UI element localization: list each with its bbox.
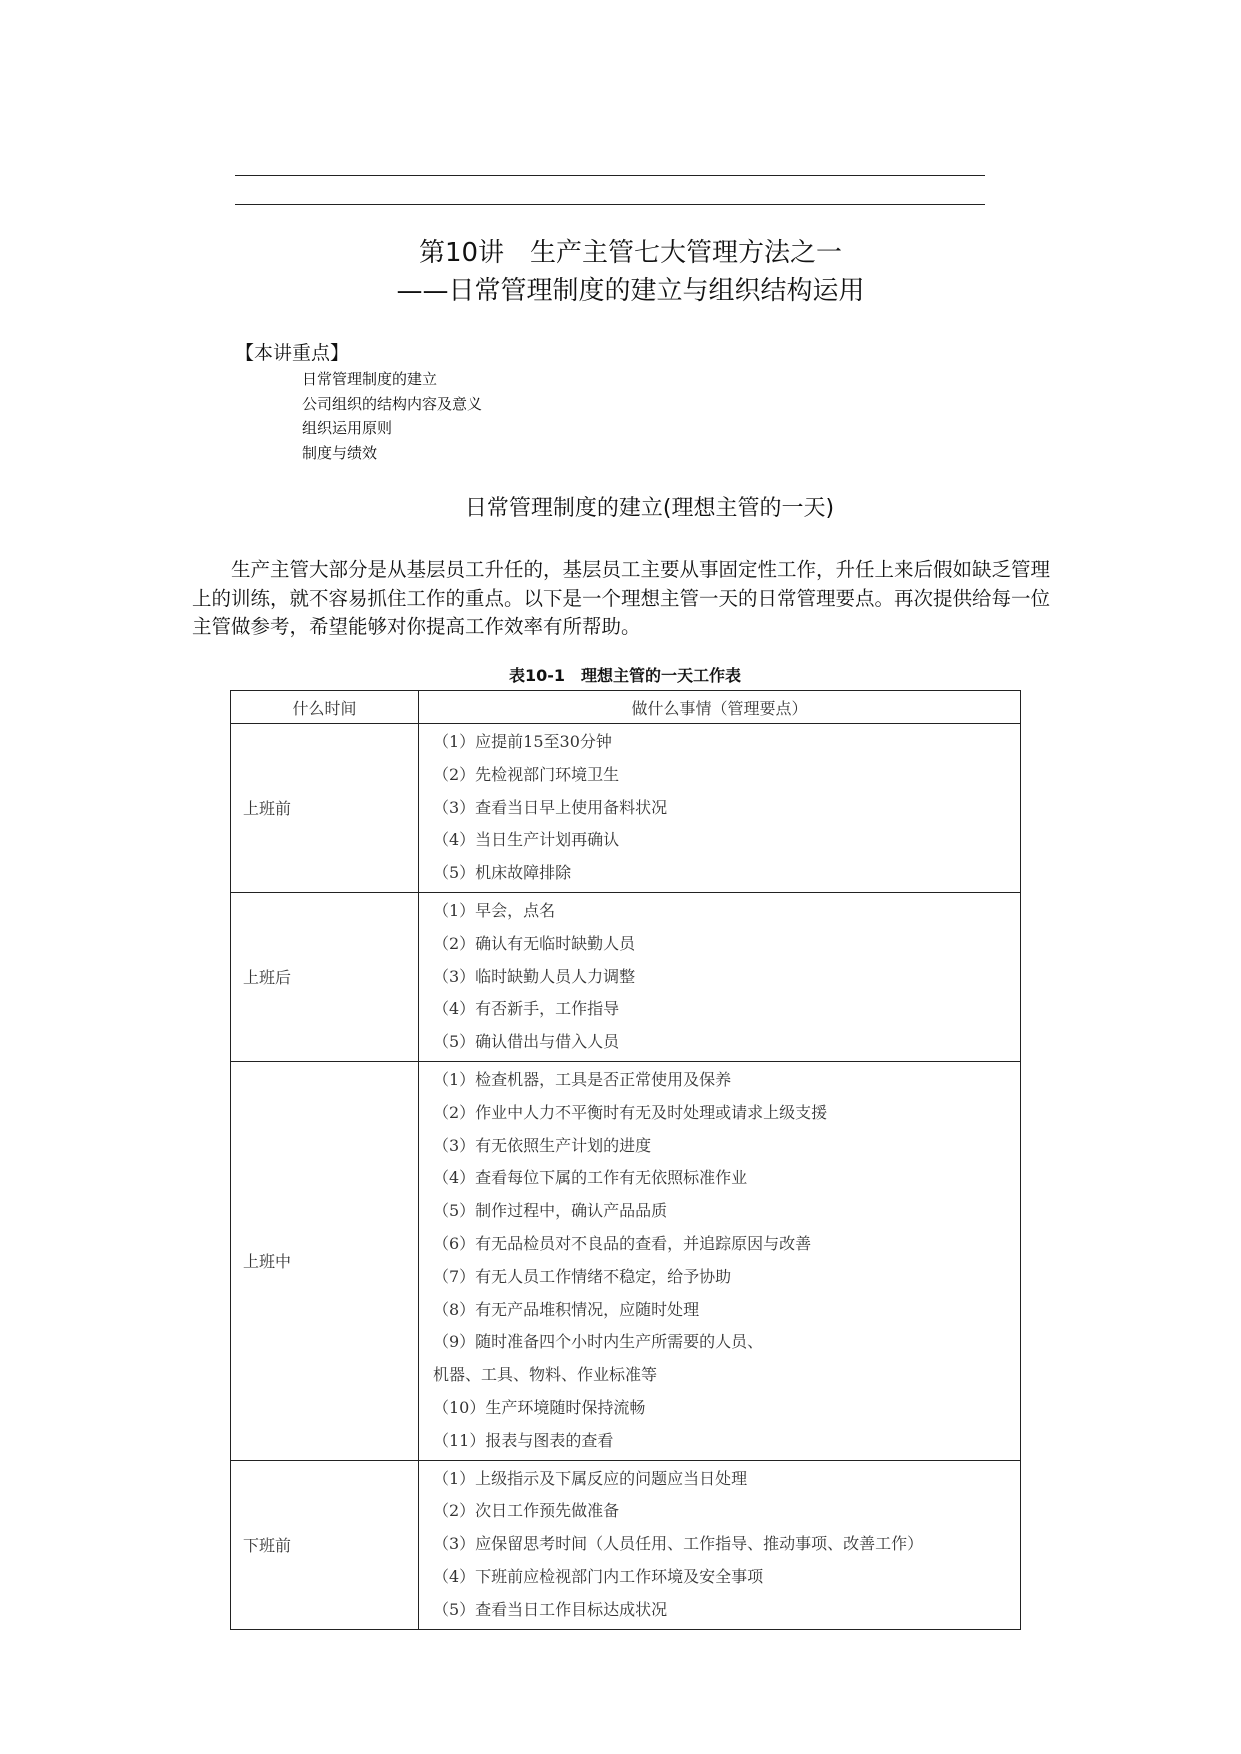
task-item: （7）有无人员工作情绪不稳定，给予协助 [433, 1266, 732, 1286]
table-caption: 表10-1 理想主管的一天工作表 [508, 666, 742, 685]
column-header-time: 什么时间 [231, 691, 419, 724]
task-item: （2）次日工作预先做准备 [433, 1501, 620, 1521]
task-item: （2）先检视部门环境卫生 [433, 764, 620, 784]
intro-paragraph: 生产主管大部分是从基层员工升任的，基层员工主要从事固定性工作，升任上来后假如缺乏管理上的训练，就不容易抓住工作的重点。以下是一个理想主管一天的日常管理要点。再次提供给每一位主管做参考，希望能够对你提高工作效率有所帮助。 [192, 558, 1051, 639]
column-header-tasks: 做什么事情（管理要点） [419, 691, 1021, 724]
task-item: （5）查看当日工作目标达成状况 [433, 1599, 668, 1619]
section-heading: 日常管理制度的建立(理想主管的一天) [464, 496, 835, 521]
task-item: 机器、工具、物料、作业标准等 [433, 1365, 658, 1385]
task-item: （2）确认有无临时缺勤人员 [433, 933, 636, 953]
table-row [231, 1460, 1021, 1629]
time-cell: 上班前 [231, 724, 419, 893]
key-point-item: 制度与绩效 [302, 444, 378, 463]
tasks-cell [419, 724, 1021, 893]
task-item: （10）生产环境随时保持流畅 [433, 1397, 646, 1417]
key-point-item: 公司组织的结构内容及意义 [302, 394, 483, 413]
tasks-cell [419, 1061, 1021, 1460]
key-points-list [302, 367, 482, 466]
task-item: （1）检查机器，工具是否正常使用及保养 [433, 1069, 732, 1089]
task-item: （3）有无依照生产计划的进度 [433, 1135, 652, 1155]
time-cell: 下班前 [231, 1460, 419, 1629]
table-row [231, 892, 1021, 1061]
table-header-row [231, 691, 1021, 724]
task-item: （3）应保留思考时间（人员任用、工作指导、推动事项、改善工作） [433, 1534, 924, 1554]
key-point-item: 日常管理制度的建立 [302, 370, 438, 388]
task-item: （4）查看每位下属的工作有无依照标准作业 [433, 1168, 748, 1188]
task-item: （5）制作过程中，确认产品品质 [433, 1201, 668, 1221]
task-item: （1）上级指示及下属反应的问题应当日处理 [433, 1468, 748, 1488]
task-item: （4）下班前应检视部门内工作环境及安全事项 [433, 1566, 764, 1586]
lecture-title: 第10讲 生产主管七大管理方法之一 [418, 238, 843, 268]
tasks-cell [419, 892, 1021, 1061]
task-item: （1）早会，点名 [433, 900, 556, 920]
time-cell: 上班中 [231, 1061, 419, 1460]
time-cell: 上班后 [231, 892, 419, 1061]
header-rule-bottom [235, 204, 985, 205]
table-row [231, 724, 1021, 893]
daily-work-table [230, 690, 1021, 1630]
task-item: （4）有否新手，工作指导 [433, 999, 620, 1019]
task-item: （1）应提前15至30分钟 [433, 732, 612, 751]
task-item: （8）有无产品堆积情况，应随时处理 [433, 1299, 700, 1319]
task-item: （4）当日生产计划再确认 [433, 830, 620, 850]
task-item: （11）报表与图表的查看 [433, 1430, 614, 1450]
task-item: （6）有无品检员对不良品的查看，并追踪原因与改善 [433, 1233, 812, 1253]
task-item: （3）查看当日早上使用备料状况 [433, 797, 668, 817]
task-item: （5）确认借出与借入人员 [433, 1032, 620, 1052]
key-points-label: 【本讲重点】 [235, 342, 350, 364]
task-item: （2）作业中人力不平衡时有无及时处理或请求上级支援 [433, 1102, 828, 1122]
header-rule-top [235, 175, 985, 176]
key-point-item: 组织运用原则 [302, 419, 393, 438]
table-row [231, 1061, 1021, 1460]
task-item: （5）机床故障排除 [433, 863, 572, 883]
tasks-cell [419, 1460, 1021, 1629]
task-item: （9）随时准备四个小时内生产所需要的人员、 [433, 1332, 764, 1352]
lecture-subtitle: ——日常管理制度的建立与组织结构运用 [396, 276, 865, 306]
task-item: （3）临时缺勤人员人力调整 [433, 966, 636, 986]
